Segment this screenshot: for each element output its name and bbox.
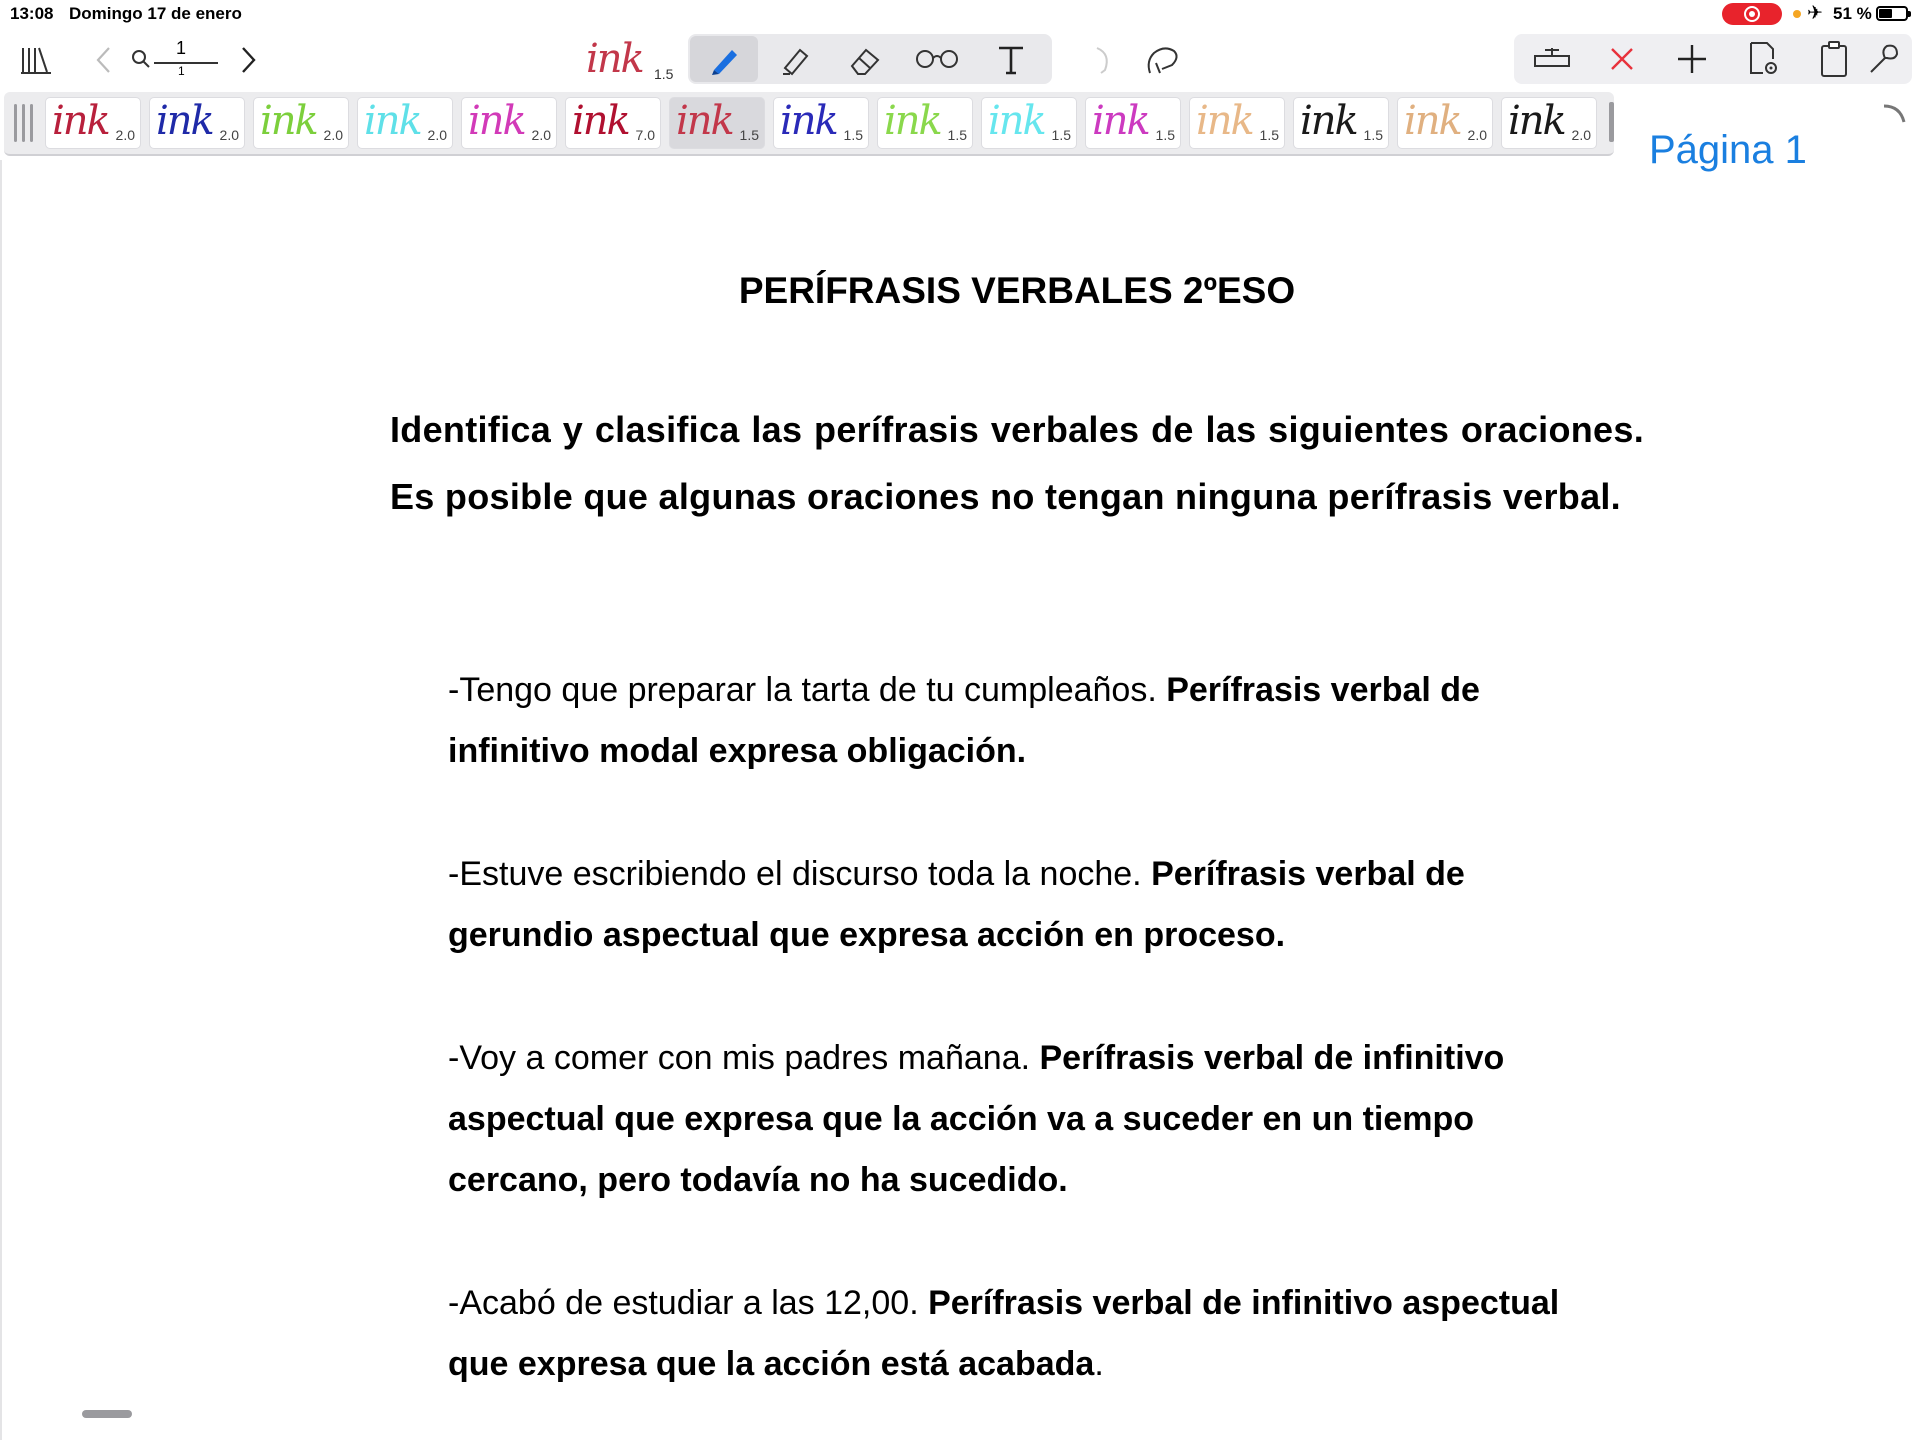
next-page-icon[interactable] (226, 38, 270, 82)
status-time: 13:08 (10, 4, 54, 23)
pen-preset-label: ink (156, 98, 213, 144)
pen-icon (708, 44, 742, 76)
pen-preset-label: ink (1196, 98, 1253, 144)
sentence-text: -Tengo que preparar la tarta de tu cumpleaños. (448, 671, 1167, 709)
pen-preset-label: ink (260, 98, 317, 144)
pen-preset-9[interactable] (878, 98, 972, 148)
pen-preset-2[interactable] (150, 98, 244, 148)
battery-icon (1876, 6, 1908, 21)
add-page-icon[interactable] (1670, 37, 1714, 81)
text-tool-button[interactable] (976, 36, 1044, 82)
status-date: Domingo 17 de enero (69, 4, 242, 23)
pen-preset-label: ink (988, 98, 1045, 144)
toolbar (0, 28, 1920, 90)
lasso-tool-icon[interactable] (1140, 38, 1184, 82)
reading-mode-button[interactable] (902, 36, 970, 82)
search-icon[interactable] (130, 48, 152, 70)
pen-preset-1[interactable] (46, 98, 140, 148)
library-icon[interactable] (14, 38, 58, 82)
clipboard-icon[interactable] (1812, 37, 1856, 81)
total-pages-number: 1 (178, 64, 185, 78)
answer-tail: . (1094, 1345, 1104, 1383)
pen-preset-label: ink (1508, 98, 1565, 144)
pen-preset-label: ink (780, 98, 837, 144)
pen-preset-4[interactable] (358, 98, 452, 148)
pen-preset-label: ink (1404, 98, 1461, 144)
pen-preset-7[interactable] (670, 98, 764, 148)
current-pen-label: ink (586, 36, 643, 82)
microphone-dot-icon (1793, 10, 1801, 18)
drag-handle-icon[interactable] (12, 104, 38, 142)
pen-preset-label: ink (468, 98, 525, 144)
pen-preset-label: ink (884, 98, 941, 144)
undo-icon[interactable] (1080, 38, 1124, 82)
answer-text: Perífrasis verbal de gerundio aspectual que expresa acción en proceso. (448, 855, 1465, 954)
pen-preset-size: 7.0 (635, 127, 655, 143)
document-gear-icon (1747, 41, 1781, 77)
strip-end-handle[interactable] (1609, 102, 1614, 142)
pen-preset-11[interactable] (1086, 98, 1180, 148)
current-pen-button[interactable] (580, 36, 680, 84)
pen-preset-size: 2.0 (1571, 127, 1591, 143)
eraser-icon (848, 44, 882, 76)
previous-page-icon[interactable] (82, 38, 126, 82)
pen-presets-strip (4, 92, 1614, 156)
pen-preset-size: 1.5 (1155, 127, 1175, 143)
pen-preset-8[interactable] (774, 98, 868, 148)
page-curl-icon[interactable] (1880, 100, 1910, 130)
page-left-edge (0, 160, 2, 1440)
lasso-icon (1142, 43, 1182, 77)
pen-preset-3[interactable] (254, 98, 348, 148)
airplane-mode-icon: ✈ (1807, 3, 1823, 24)
drawing-tools (688, 34, 1052, 84)
screen-recording-indicator[interactable] (1722, 3, 1782, 25)
sentence-text: -Estuve escribiendo el discurso toda la noche. (448, 855, 1152, 893)
sentence-text: -Voy a comer con mis padres mañana. (448, 1039, 1040, 1077)
pen-preset-size: 2.0 (323, 127, 343, 143)
ruler-svg-icon (1533, 44, 1571, 74)
pen-preset-size: 2.0 (1467, 127, 1487, 143)
battery-percent: 51 % (1833, 4, 1872, 23)
exercise-item-1 (448, 660, 1618, 782)
exercise-item-2 (448, 844, 1618, 966)
pen-preset-size: 1.5 (1051, 127, 1071, 143)
current-pen-size: 1.5 (654, 66, 674, 82)
pen-preset-13[interactable] (1294, 98, 1388, 148)
chevron-left-icon (94, 45, 114, 75)
page-settings-icon[interactable] (1742, 37, 1786, 81)
pen-preset-14[interactable] (1398, 98, 1492, 148)
highlighter-tool-button[interactable] (760, 36, 828, 82)
home-indicator[interactable] (82, 1410, 132, 1418)
sentence-text: -Acabó de estudiar a las 12,00. (448, 1284, 929, 1322)
status-bar (0, 0, 1920, 28)
settings-wrench-icon[interactable] (1862, 37, 1906, 81)
pen-preset-size: 2.0 (219, 127, 239, 143)
exercise-item-4 (448, 1273, 1618, 1395)
pen-preset-size: 1.5 (739, 127, 759, 143)
answer-text: Perífrasis verbal de infinitivo aspectual que expresa que la acción está acabada (448, 1284, 1560, 1383)
pen-tool-button[interactable] (690, 36, 758, 82)
pen-preset-size: 2.0 (115, 127, 135, 143)
pen-preset-label: ink (1300, 98, 1357, 144)
answer-text: Perífrasis verbal de infinitivo aspectual que expresa que la acción va a suceder en un tiempo cercano, pero todavía no ha sucedido. (448, 1039, 1505, 1199)
pen-preset-size: 1.5 (1363, 127, 1383, 143)
answer-text: Perífrasis verbal de infinitivo modal expresa obligación. (448, 671, 1480, 770)
pen-preset-size: 1.5 (947, 127, 967, 143)
page-title: PERÍFRASIS VERBALES 2ºESO (738, 270, 1296, 311)
delete-icon[interactable] (1600, 37, 1644, 81)
exercise-item-3 (448, 1028, 1618, 1211)
page-actions (1514, 34, 1912, 84)
ruler-icon[interactable] (1530, 37, 1574, 81)
chevron-right-icon (238, 45, 258, 75)
pen-preset-size: 2.0 (427, 127, 447, 143)
plus-icon (1676, 43, 1708, 75)
undo-arc-icon (1087, 44, 1117, 76)
current-page-number: 1 (176, 38, 187, 58)
pen-preset-size: 2.0 (531, 127, 551, 143)
instructions-paragraph: Identifica y clasifica las perífrasis verbales de las siguientes oraciones. Es posible que algunas oraciones no tengan ninguna perífrasis verbal. (390, 409, 1644, 517)
clipboard-svg-icon (1819, 40, 1849, 78)
pen-preset-label: ink (572, 98, 629, 144)
text-icon (996, 44, 1026, 76)
pen-preset-10[interactable] (982, 98, 1076, 148)
pen-preset-label: ink (676, 98, 733, 144)
pen-preset-label: ink (1092, 98, 1149, 144)
pen-preset-label: ink (364, 98, 421, 144)
pen-preset-size: 1.5 (843, 127, 863, 143)
glasses-icon (914, 48, 960, 70)
page-label: Página 1 (1649, 128, 1807, 172)
pen-preset-label: ink (52, 98, 109, 144)
pen-preset-15[interactable] (1502, 98, 1596, 148)
highlighter-icon (778, 44, 812, 76)
eraser-tool-button[interactable] (830, 36, 898, 82)
library-icon-svg (19, 44, 53, 76)
page-navigator[interactable] (130, 36, 220, 82)
wrench-icon (1867, 42, 1901, 76)
pen-preset-6[interactable] (566, 98, 660, 148)
record-icon (1744, 6, 1760, 22)
close-icon (1607, 44, 1637, 74)
pen-preset-12[interactable] (1190, 98, 1284, 148)
pen-preset-5[interactable] (462, 98, 556, 148)
pen-preset-size: 1.5 (1259, 127, 1279, 143)
page-divider (154, 62, 218, 64)
